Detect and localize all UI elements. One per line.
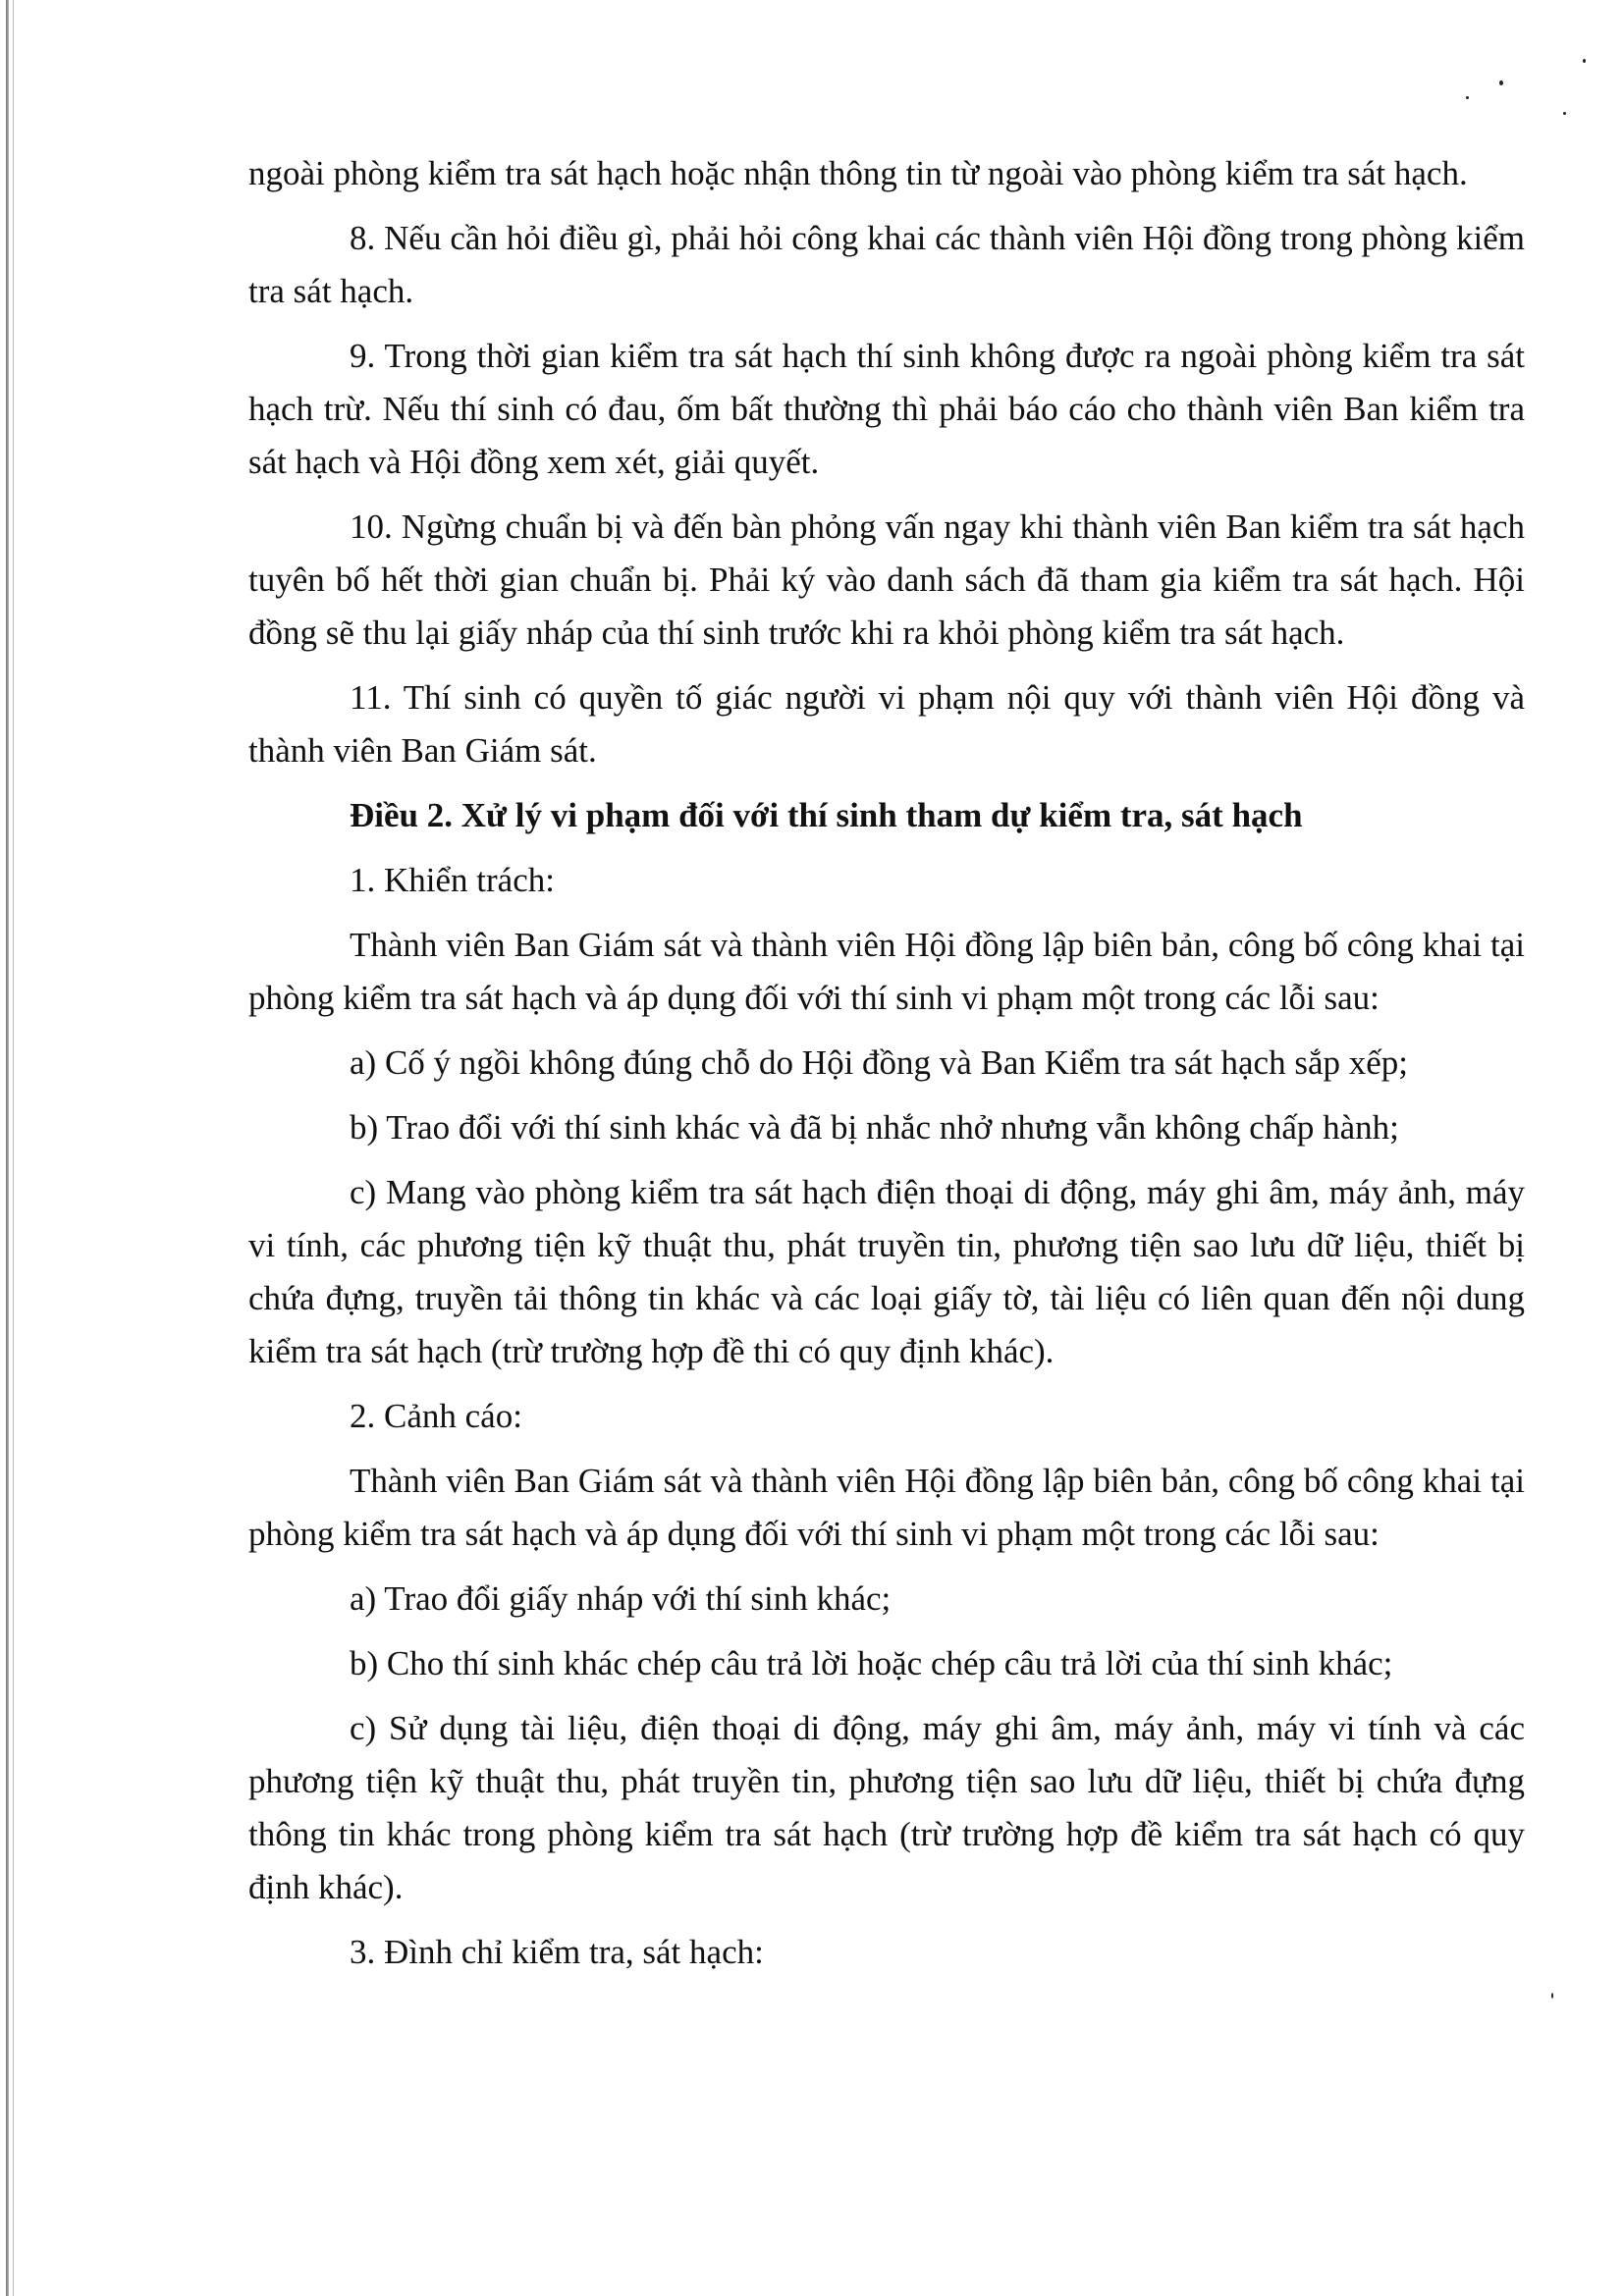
section-2-item-b: b) Cho thí sinh khác chép câu trả lời hoặc chép câu trả lời của thí sinh khác; <box>350 1644 1393 1682</box>
section-3-title: 3. Đình chỉ kiểm tra, sát hạch: <box>350 1933 764 1971</box>
section-1-item-b: b) Trao đổi với thí sinh khác và đã bị nhắc nhở nhưng vẫn không chấp hành; <box>350 1108 1399 1147</box>
article-2-heading: Điều 2. Xử lý vi phạm đối với thí sinh tham dự kiểm tra, sát hạch <box>350 796 1303 834</box>
section-1-item-a: a) Cố ý ngồi không đúng chỗ do Hội đồng và Ban Kiểm tra sát hạch sắp xếp; <box>350 1043 1408 1082</box>
rule-9: 9. Trong thời gian kiểm tra sát hạch thí sinh không được ra ngoài phòng kiểm tra sát hạch trừ. Nếu thí sinh có đau, ốm bất thường thì phải báo cáo cho thành viên Ban kiểm tra sát hạch và Hội đồng xem xét, giải quyết. <box>248 337 1525 481</box>
scan-page-edge <box>6 0 9 2296</box>
scan-page-edge-line <box>13 0 14 2296</box>
rule-10: 10. Ngừng chuẩn bị và đến bàn phỏng vấn ngay khi thành viên Ban kiểm tra sát hạch tuyên bố hết thời gian chuẩn bị. Phải ký vào danh sách đã tham gia kiểm tra sát hạch. Hội đồng sẽ thu lại giấy nháp của thí sinh trước khi ra khỏi phòng kiểm tra sát hạch. <box>248 507 1525 652</box>
scan-speck <box>1551 1993 1553 1999</box>
document-body <box>248 147 1525 1991</box>
rule-11: 11. Thí sinh có quyền tố giác người vi phạm nội quy với thành viên Hội đồng và thành viên Ban Giám sát. <box>248 678 1525 770</box>
section-1-title: 1. Khiển trách: <box>350 861 555 899</box>
scan-speck <box>1466 96 1469 99</box>
rule-8: 8. Nếu cần hỏi điều gì, phải hỏi công khai các thành viên Hội đồng trong phòng kiểm tra sát hạch. <box>248 219 1525 310</box>
paragraph-continuation: ngoài phòng kiểm tra sát hạch hoặc nhận thông tin từ ngoài vào phòng kiểm tra sát hạch. <box>248 154 1468 192</box>
scan-speck <box>1583 59 1586 63</box>
section-2-item-a: a) Trao đổi giấy nháp với thí sinh khác; <box>350 1579 892 1618</box>
section-1-intro: Thành viên Ban Giám sát và thành viên Hội đồng lập biên bản, công bố công khai tại phòng kiểm tra sát hạch và áp dụng đối với thí sinh vi phạm một trong các lỗi sau: <box>248 926 1525 1017</box>
scan-speck <box>1563 112 1566 115</box>
section-1-item-c: c) Mang vào phòng kiểm tra sát hạch điện thoại di động, máy ghi âm, máy ảnh, máy vi tính, các phương tiện kỹ thuật thu, phát truyền tin, phương tiện sao lưu dữ liệu, thiết bị chứa đựng, truyền tải thông tin khác và các loại giấy tờ, tài liệu có liên quan đến nội dung kiểm tra sát hạch (trừ trường hợp đề thi có quy định khác). <box>248 1173 1525 1370</box>
section-2-item-c: c) Sử dụng tài liệu, điện thoại di động, máy ghi âm, máy ảnh, máy vi tính và các phương tiện kỹ thuật thu, phát truyền tin, phương tiện sao lưu dữ liệu, thiết bị chứa đựng thông tin khác trong phòng kiểm tra sát hạch (trừ trường hợp đề kiểm tra sát hạch có quy định khác). <box>248 1709 1525 1906</box>
scan-speck <box>1499 80 1503 85</box>
section-2-title: 2. Cảnh cáo: <box>350 1397 522 1435</box>
section-2-intro: Thành viên Ban Giám sát và thành viên Hội đồng lập biên bản, công bố công khai tại phòng kiểm tra sát hạch và áp dụng đối với thí sinh vi phạm một trong các lỗi sau: <box>248 1462 1525 1553</box>
